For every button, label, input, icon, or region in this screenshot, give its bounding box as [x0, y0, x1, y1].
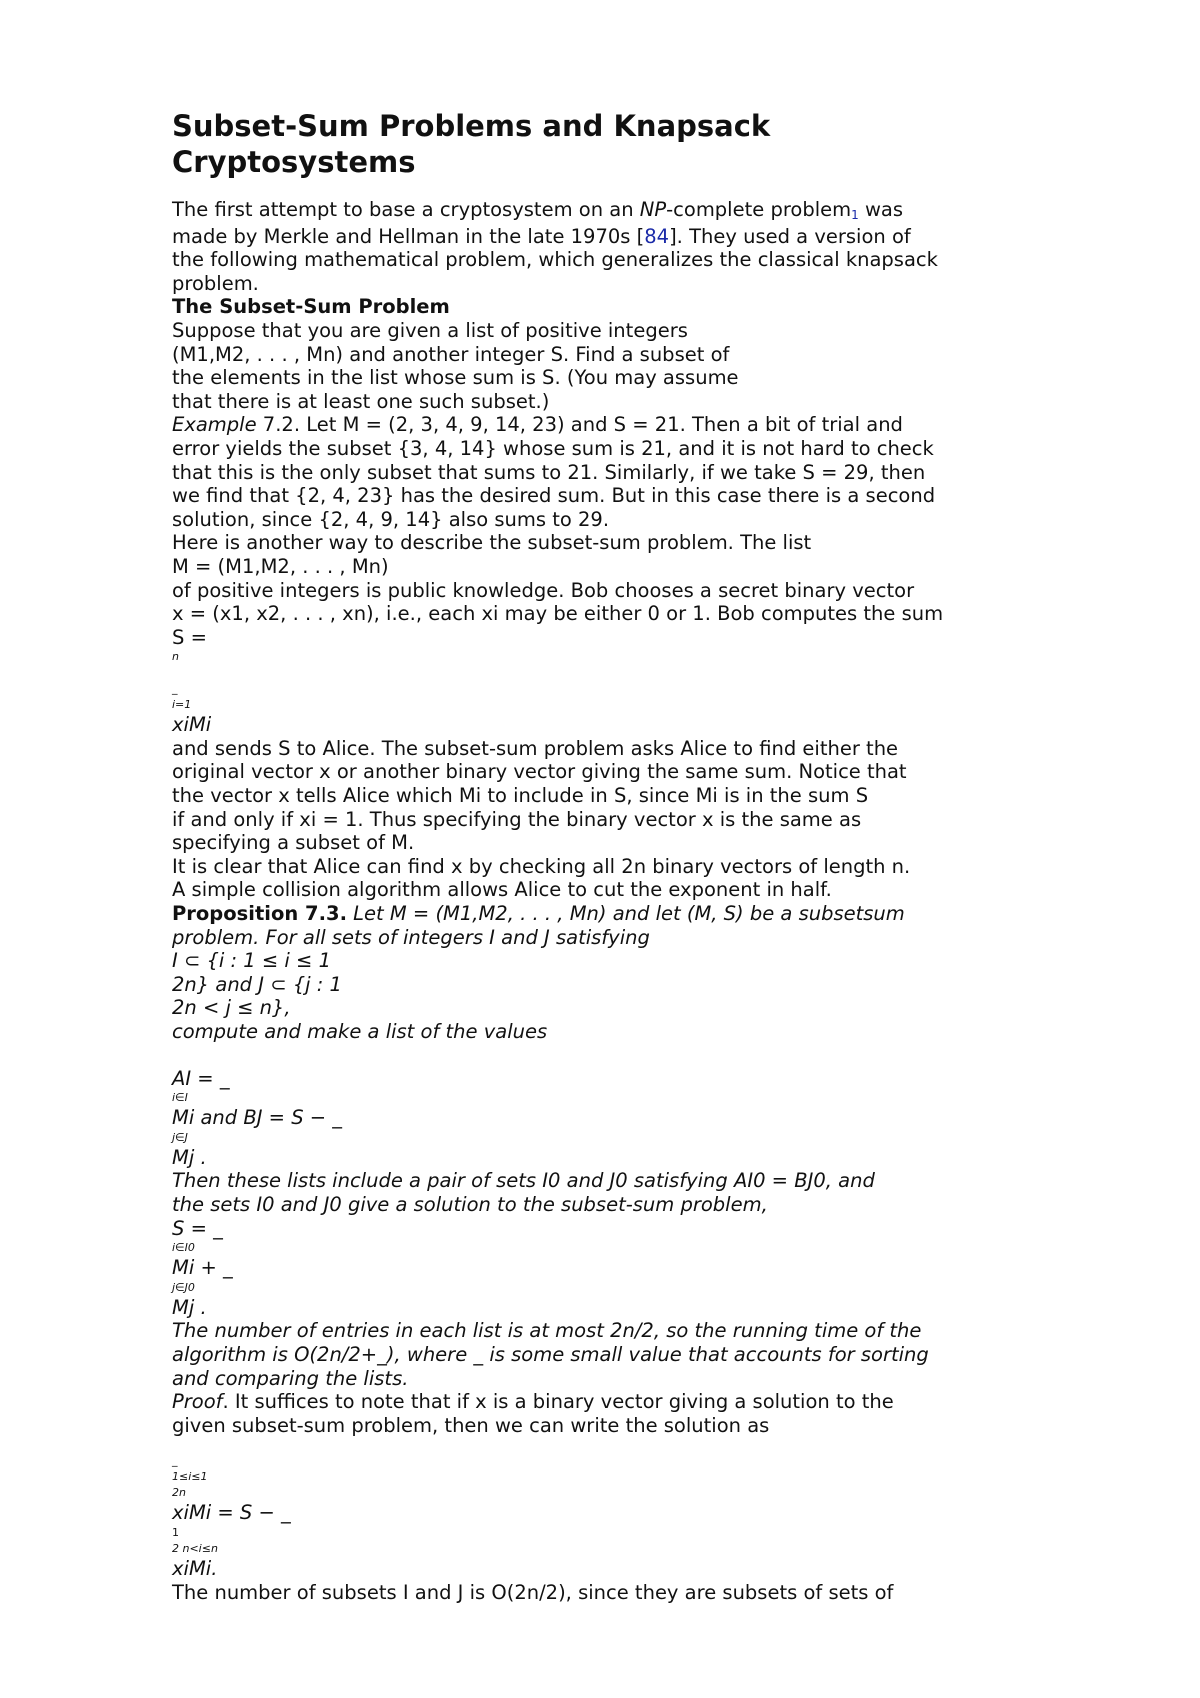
sum-formula-symbol: _ — [172, 682, 178, 696]
proof-block: Proof. It suffices to note that if x is a binary vector giving a solution to the given subset-sum problem, then we can write the solution as _ 1≤i≤1 2n xiMi = S − _ 1 2 n<i≤n xiMi. The number of subsets I and J is O(2n/2), since they are subsets of sets of — [172, 1390, 1072, 1604]
intro-paragraph: The first attempt to base a cryptosystem on an NP-complete problem1 was made by Merkle and Hellman in the late 1970s [84]. They used a version of the following mathematical problem, which generalizes the classical knapsack problem. — [172, 198, 938, 295]
proof-label: Proof — [172, 1390, 223, 1414]
formula-proof: xiMi = S − _ — [172, 1501, 291, 1525]
np-term: NP — [639, 198, 667, 221]
page-title — [172, 108, 1072, 180]
sum-formula-term: xiMi — [172, 713, 212, 737]
sum-formula-lower: i=1 — [172, 698, 192, 712]
formula-s: S = _ — [172, 1216, 223, 1240]
formula-a: AI = _ — [172, 1066, 230, 1090]
sends-paragraph: and sends S to Alice. The subset-sum problem asks Alice to find either the original vector x or another binary vector giving the same sum. Notice that the vector x tells Alice which Mi to include in S, since Mi is in the sum S if and only if xi = 1. Thus specifying the binary vector x is the same as specifying a subset of M. It is clear that Alice can find x by checking all 2n binary vectors of length n. A simple collision algorithm allows Alice to cut the exponent in half. — [172, 736, 911, 902]
title-line-2: Cryptosystems — [172, 145, 416, 179]
proposition-label: Proposition 7.3. — [172, 902, 347, 926]
document-page — [172, 108, 1072, 1604]
footnote-link[interactable]: 1 — [851, 208, 859, 222]
sum-formula-upper: n — [172, 650, 179, 664]
example-paragraph: Example 7.2. Let M = (2, 3, 4, 9, 14, 23) and S = 21. Then a bit of trial and error yields the subset {3, 4, 14} whose sum is 21, and it is not hard to check that this is the only subset that sums to 21. Similarly, if we take S = 29, then we find that {2, 4, 23} has the desired sum. But in this case there is a second solution, since {2, 4, 9, 14} also sums to 29. — [172, 413, 936, 531]
citation-link[interactable]: 84 — [644, 224, 670, 248]
title-line-1: Subset-Sum Problems and Knapsack — [172, 109, 771, 143]
section-heading: The Subset-Sum Problem — [172, 295, 450, 319]
description-paragraph: Here is another way to describe the subset-sum problem. The list M = (M1,M2, . . . , Mn) of positive integers is public knowledge. Bob chooses a secret binary vector x = (x1, x2, . . . , xn), i.e., each xi may be either 0 or 1. Bob computes the sum S = n _ i=1 xiMi — [172, 531, 1072, 737]
proposition-block: Proposition 7.3. Let M = (M1,M2, . . . , Mn) and let (M, S) be a subsetsum problem. For all sets of integers I and J satisfying I ⊂ {i : 1 ≤ i ≤ 1 2n} and J ⊂ {j : 1 2n < j ≤ n}, compute and make a list of the values AI = _ i∈I Mi and BJ = S − _ j∈J Mj . Then these lists include a pair of sets I0 and J0 satisfying AI0 = BJ0, and the sets I0 and J0 give a solution to the subset-sum problem, S = _ i∈I0 Mi + _ j∈J0 Mj . The number of entries in each list is at most 2n/2, so the running time of the algorithm is O(2n/2+_), where _ is some small value that accounts for sorting and comparing the lists. — [172, 902, 1072, 1390]
problem-statement: Suppose that you are given a list of positive integers (M1,M2, . . . , Mn) and another integer S. Find a subset of the elements in the list whose sum is S. (You may assume that there is at least one such subset.) — [172, 318, 739, 413]
